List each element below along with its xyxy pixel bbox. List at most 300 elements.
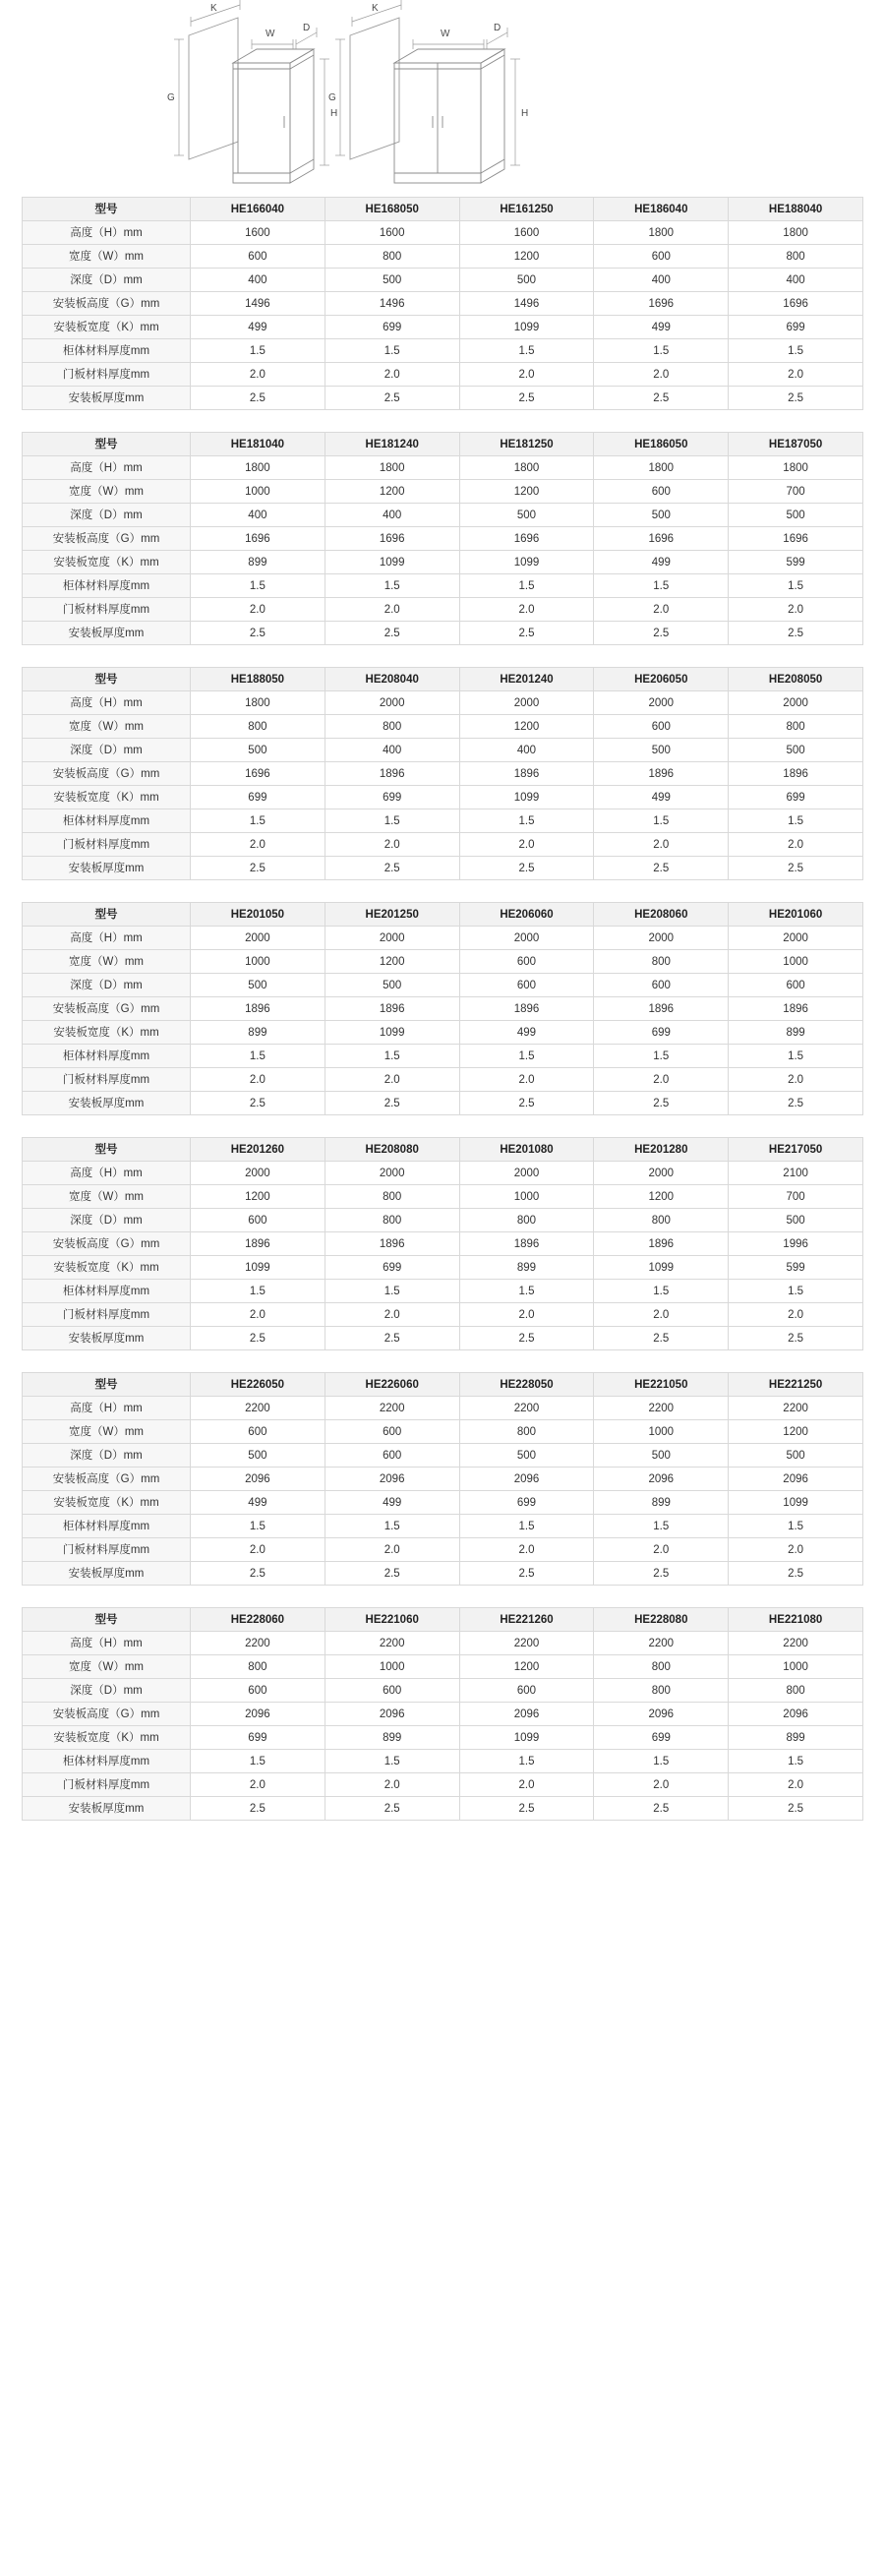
value-cell: 2096 [594,1468,729,1491]
value-cell: 2.5 [191,387,325,410]
table-row [23,1703,863,1726]
value-cell: 1896 [594,1232,729,1256]
cabinet-diagram-svg [167,0,718,197]
value-cell: 1.5 [594,1045,729,1068]
value-cell: 800 [729,1679,863,1703]
value-cell: 2.0 [324,1303,459,1327]
value-cell: 1099 [459,786,594,809]
value-cell: 500 [729,1209,863,1232]
table-row [23,480,863,504]
value-cell: 1200 [729,1420,863,1444]
value-cell: 1896 [594,997,729,1021]
value-cell: 1.5 [459,1515,594,1538]
row-label: 安装板厚度mm [23,1562,191,1586]
value-cell: 2200 [324,1397,459,1420]
value-cell: 600 [459,1679,594,1703]
value-cell: 2.5 [324,1327,459,1350]
value-cell: 2.5 [729,857,863,880]
row-label: 高度（H）mm [23,1162,191,1185]
row-label: 型号 [23,198,191,221]
row-label: 深度（D）mm [23,739,191,762]
value-cell: 1696 [594,527,729,551]
row-label: 型号 [23,903,191,927]
row-label: 柜体材料厚度mm [23,809,191,833]
value-cell: 1099 [324,551,459,574]
value-cell: 800 [459,1420,594,1444]
value-cell: 2096 [459,1703,594,1726]
row-label: 安装板宽度（K）mm [23,551,191,574]
value-cell: 1696 [594,292,729,316]
model-cell: HE221060 [324,1608,459,1632]
value-cell: 1600 [191,221,325,245]
value-cell: 1696 [729,527,863,551]
label-w-right: W [441,29,450,39]
row-label: 安装板高度（G）mm [23,1232,191,1256]
table-row [23,387,863,410]
value-cell: 1496 [459,292,594,316]
row-label: 门板材料厚度mm [23,833,191,857]
value-cell: 2.0 [191,1773,325,1797]
value-cell: 700 [729,480,863,504]
value-cell: 2.0 [459,833,594,857]
value-cell: 600 [729,974,863,997]
value-cell: 2.0 [324,598,459,622]
value-cell: 600 [324,1679,459,1703]
table-row [23,833,863,857]
label-d-left: D [303,23,311,33]
row-label: 高度（H）mm [23,221,191,245]
model-cell: HE201280 [594,1138,729,1162]
row-label: 宽度（W）mm [23,1655,191,1679]
table-row [23,715,863,739]
value-cell: 1.5 [594,809,729,833]
row-label: 安装板高度（G）mm [23,292,191,316]
model-cell: HE208080 [324,1138,459,1162]
value-cell: 1.5 [459,574,594,598]
value-cell: 2096 [459,1468,594,1491]
label-g-left: G [167,92,175,103]
row-label: 门板材料厚度mm [23,598,191,622]
model-cell: HE201050 [191,903,325,927]
row-label: 深度（D）mm [23,269,191,292]
row-label: 安装板高度（G）mm [23,997,191,1021]
value-cell: 2.5 [459,387,594,410]
value-cell: 699 [729,786,863,809]
table-row [23,1232,863,1256]
table-row [23,316,863,339]
value-cell: 899 [191,551,325,574]
row-label: 安装板宽度（K）mm [23,1726,191,1750]
table-row [23,1538,863,1562]
table-row [23,198,863,221]
value-cell: 899 [191,1021,325,1045]
value-cell: 2.5 [191,1562,325,1586]
label-h-right: H [521,108,529,119]
value-cell: 899 [729,1726,863,1750]
table-row [23,974,863,997]
value-cell: 1.5 [324,1750,459,1773]
value-cell: 600 [594,974,729,997]
right-mounting-plate [350,18,399,159]
model-cell: HE228060 [191,1608,325,1632]
value-cell: 1800 [324,456,459,480]
right-w-dimension [413,39,484,49]
row-label: 深度（D）mm [23,1444,191,1468]
value-cell: 2.0 [191,1303,325,1327]
left-h-dimension [320,59,329,165]
value-cell: 800 [729,245,863,269]
value-cell: 1.5 [191,1515,325,1538]
value-cell: 499 [191,1491,325,1515]
row-label: 安装板厚度mm [23,622,191,645]
value-cell: 1.5 [324,1280,459,1303]
model-cell: HE208050 [729,668,863,691]
model-cell: HE228080 [594,1608,729,1632]
value-cell: 2.5 [324,622,459,645]
value-cell: 1.5 [191,339,325,363]
model-cell: HE187050 [729,433,863,456]
value-cell: 1.5 [459,1280,594,1303]
value-cell: 2.0 [459,1068,594,1092]
row-label: 安装板宽度（K）mm [23,786,191,809]
value-cell: 1896 [459,997,594,1021]
value-cell: 500 [729,739,863,762]
table-row [23,1185,863,1209]
model-cell: HE208060 [594,903,729,927]
value-cell: 2.5 [459,1562,594,1586]
cabinet-diagrams [0,0,885,197]
value-cell: 699 [324,786,459,809]
table-row [23,1420,863,1444]
value-cell: 699 [324,316,459,339]
value-cell: 2.5 [324,1092,459,1115]
value-cell: 500 [324,269,459,292]
value-cell: 1696 [324,527,459,551]
left-w-dimension [252,39,293,49]
value-cell: 1.5 [594,339,729,363]
value-cell: 500 [459,269,594,292]
value-cell: 700 [729,1185,863,1209]
value-cell: 600 [594,715,729,739]
value-cell: 800 [324,1185,459,1209]
table-row [23,292,863,316]
value-cell: 1696 [191,527,325,551]
spec-table [22,1372,863,1586]
value-cell: 899 [594,1491,729,1515]
row-label: 安装板厚度mm [23,1092,191,1115]
table-row [23,668,863,691]
value-cell: 400 [459,739,594,762]
value-cell: 1.5 [594,574,729,598]
row-label: 高度（H）mm [23,456,191,480]
value-cell: 2000 [191,1162,325,1185]
table-row [23,1209,863,1232]
row-label: 型号 [23,1608,191,1632]
value-cell: 2.5 [594,1327,729,1350]
value-cell: 2200 [729,1632,863,1655]
value-cell: 2000 [594,1162,729,1185]
table-row [23,574,863,598]
value-cell: 2.0 [191,598,325,622]
value-cell: 2000 [324,691,459,715]
row-label: 宽度（W）mm [23,480,191,504]
value-cell: 1800 [729,221,863,245]
label-k-right: K [372,3,379,14]
label-g-right: G [328,92,336,103]
value-cell: 2000 [594,927,729,950]
row-label: 宽度（W）mm [23,1185,191,1209]
value-cell: 2.5 [594,387,729,410]
table-row [23,622,863,645]
row-label: 高度（H）mm [23,1632,191,1655]
value-cell: 2.5 [459,622,594,645]
table-row [23,739,863,762]
table-row [23,1655,863,1679]
table-row [23,762,863,786]
value-cell: 2096 [191,1703,325,1726]
value-cell: 2.5 [594,1092,729,1115]
value-cell: 499 [594,786,729,809]
model-cell: HE226060 [324,1373,459,1397]
value-cell: 2000 [324,1162,459,1185]
model-cell: HE201060 [729,903,863,927]
table-row [23,245,863,269]
value-cell: 2200 [191,1397,325,1420]
table-row [23,1797,863,1821]
value-cell: 400 [191,504,325,527]
table-row [23,1162,863,1185]
value-cell: 2.5 [324,857,459,880]
value-cell: 2.5 [594,622,729,645]
value-cell: 2.0 [729,598,863,622]
value-cell: 2.0 [459,1538,594,1562]
model-cell: HE206060 [459,903,594,927]
value-cell: 1099 [459,316,594,339]
value-cell: 1.5 [594,1280,729,1303]
table-row [23,1138,863,1162]
model-cell: HE201240 [459,668,594,691]
value-cell: 500 [594,1444,729,1468]
table-row [23,1444,863,1468]
value-cell: 2096 [324,1703,459,1726]
label-w-left: W [266,29,275,39]
value-cell: 1099 [324,1021,459,1045]
value-cell: 2.5 [459,1797,594,1821]
value-cell: 2.0 [729,1068,863,1092]
value-cell: 500 [191,974,325,997]
value-cell: 1.5 [324,809,459,833]
value-cell: 1896 [729,762,863,786]
value-cell: 2200 [594,1397,729,1420]
table-row [23,1515,863,1538]
value-cell: 2.5 [324,1562,459,1586]
row-label: 柜体材料厚度mm [23,1280,191,1303]
table-row [23,527,863,551]
row-label: 深度（D）mm [23,504,191,527]
table-row [23,456,863,480]
value-cell: 2000 [459,1162,594,1185]
table-row [23,433,863,456]
value-cell: 1.5 [729,1750,863,1773]
row-label: 柜体材料厚度mm [23,339,191,363]
row-label: 安装板宽度（K）mm [23,1256,191,1280]
model-cell: HE168050 [324,198,459,221]
value-cell: 1800 [594,456,729,480]
value-cell: 1.5 [324,574,459,598]
value-cell: 1800 [594,221,729,245]
value-cell: 1.5 [729,809,863,833]
table-row [23,1256,863,1280]
value-cell: 2.5 [594,1797,729,1821]
table-row [23,857,863,880]
value-cell: 800 [594,950,729,974]
value-cell: 1696 [729,292,863,316]
value-cell: 2.0 [594,1773,729,1797]
row-label: 安装板厚度mm [23,1327,191,1350]
row-label: 宽度（W）mm [23,245,191,269]
row-label: 宽度（W）mm [23,950,191,974]
value-cell: 1099 [459,1726,594,1750]
value-cell: 2.0 [594,363,729,387]
value-cell: 1200 [459,245,594,269]
model-cell: HE226050 [191,1373,325,1397]
value-cell: 499 [191,316,325,339]
model-cell: HE217050 [729,1138,863,1162]
value-cell: 499 [594,316,729,339]
table-row [23,1092,863,1115]
value-cell: 2.5 [729,387,863,410]
value-cell: 499 [324,1491,459,1515]
value-cell: 2.5 [191,1797,325,1821]
value-cell: 1.5 [594,1515,729,1538]
value-cell: 1000 [191,950,325,974]
model-cell: HE221260 [459,1608,594,1632]
value-cell: 1.5 [191,574,325,598]
value-cell: 499 [459,1021,594,1045]
value-cell: 600 [594,480,729,504]
table-row [23,1491,863,1515]
value-cell: 500 [459,1444,594,1468]
value-cell: 1000 [459,1185,594,1209]
value-cell: 500 [191,739,325,762]
value-cell: 2.5 [729,1562,863,1586]
value-cell: 1.5 [191,1280,325,1303]
value-cell: 1200 [594,1185,729,1209]
right-h-dimension [510,59,520,165]
table-row [23,1373,863,1397]
table-row [23,927,863,950]
value-cell: 1.5 [324,1515,459,1538]
value-cell: 2.0 [324,363,459,387]
value-cell: 2000 [729,927,863,950]
value-cell: 400 [729,269,863,292]
value-cell: 600 [191,1420,325,1444]
table-row [23,363,863,387]
table-row [23,1773,863,1797]
value-cell: 500 [324,974,459,997]
value-cell: 1.5 [459,809,594,833]
value-cell: 2.0 [729,1773,863,1797]
model-cell: HE201080 [459,1138,594,1162]
row-label: 门板材料厚度mm [23,1068,191,1092]
value-cell: 1200 [324,480,459,504]
value-cell: 1896 [324,1232,459,1256]
value-cell: 600 [324,1444,459,1468]
label-k-left: K [210,3,217,14]
value-cell: 899 [729,1021,863,1045]
value-cell: 1.5 [594,1750,729,1773]
right-cabinet-body [394,49,504,183]
spec-table [22,902,863,1115]
row-label: 型号 [23,433,191,456]
value-cell: 699 [729,316,863,339]
value-cell: 2.0 [191,1068,325,1092]
value-cell: 699 [191,1726,325,1750]
model-cell: HE166040 [191,198,325,221]
value-cell: 1696 [191,762,325,786]
value-cell: 1996 [729,1232,863,1256]
label-d-right: D [494,23,502,33]
value-cell: 500 [191,1444,325,1468]
value-cell: 2.0 [729,1538,863,1562]
value-cell: 800 [594,1209,729,1232]
value-cell: 1200 [459,1655,594,1679]
row-label: 门板材料厚度mm [23,1773,191,1797]
model-cell: HE161250 [459,198,594,221]
row-label: 门板材料厚度mm [23,363,191,387]
model-cell: HE181250 [459,433,594,456]
model-cell: HE221250 [729,1373,863,1397]
value-cell: 2000 [191,927,325,950]
value-cell: 2200 [459,1397,594,1420]
value-cell: 1896 [191,1232,325,1256]
row-label: 门板材料厚度mm [23,1303,191,1327]
value-cell: 2100 [729,1162,863,1185]
value-cell: 800 [594,1679,729,1703]
value-cell: 600 [324,1420,459,1444]
value-cell: 1696 [459,527,594,551]
value-cell: 1000 [191,480,325,504]
table-row [23,1397,863,1420]
value-cell: 1896 [729,997,863,1021]
value-cell: 2200 [191,1632,325,1655]
row-label: 门板材料厚度mm [23,1538,191,1562]
row-label: 型号 [23,1373,191,1397]
row-label: 深度（D）mm [23,1209,191,1232]
value-cell: 500 [594,504,729,527]
row-label: 安装板厚度mm [23,387,191,410]
value-cell: 2.5 [191,857,325,880]
value-cell: 1200 [459,480,594,504]
value-cell: 2.0 [191,833,325,857]
value-cell: 800 [324,1209,459,1232]
row-label: 安装板宽度（K）mm [23,1021,191,1045]
value-cell: 699 [594,1726,729,1750]
value-cell: 2.5 [729,1092,863,1115]
value-cell: 2.0 [459,598,594,622]
spec-tables [0,197,885,1868]
value-cell: 800 [191,1655,325,1679]
row-label: 深度（D）mm [23,1679,191,1703]
value-cell: 1.5 [729,1280,863,1303]
spec-table [22,1607,863,1821]
row-label: 安装板高度（G）mm [23,1703,191,1726]
value-cell: 2.0 [324,1538,459,1562]
value-cell: 1000 [729,950,863,974]
value-cell: 600 [191,245,325,269]
row-label: 宽度（W）mm [23,1420,191,1444]
value-cell: 1.5 [324,339,459,363]
